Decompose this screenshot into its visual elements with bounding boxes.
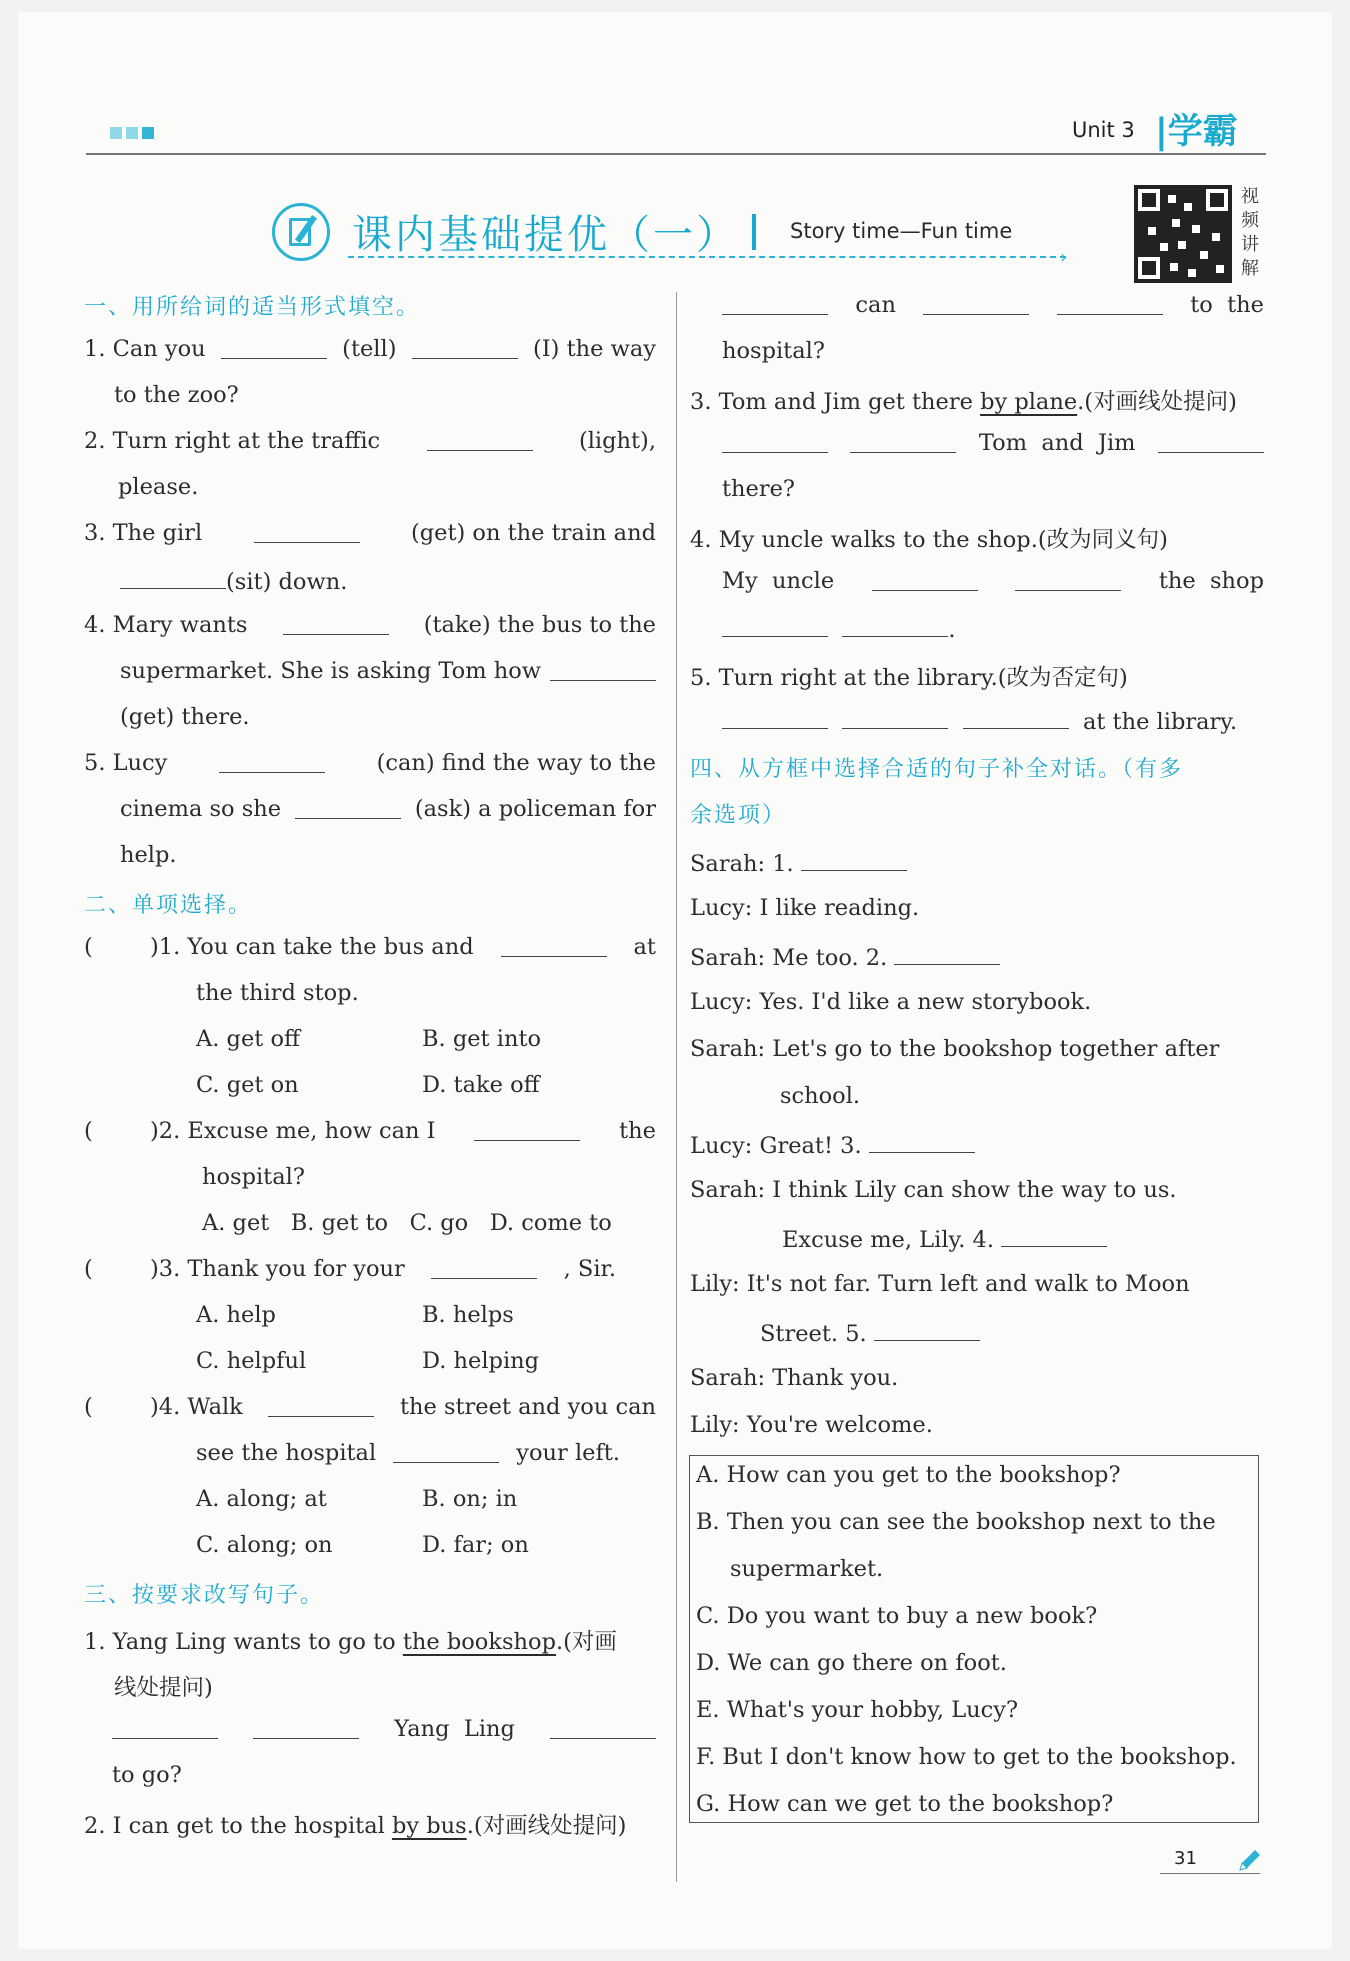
s2-q3-option-c: C. helpful [196,1348,307,1374]
s1-q5-line3: help. [120,842,177,868]
dialogue-line-cont: Excuse me, Lily. 4. [782,1224,1107,1253]
option-e: E. What's your hobby, Lucy? [696,1697,1019,1723]
s2-q2-line1: )2. Excuse me, how can I the [150,1118,656,1144]
header-rule [86,153,1266,155]
s1-q4-line1: 4. Mary wants (take) the bus to the [84,612,656,638]
option-f: F. But I don't know how to get to the bookshop. [696,1744,1237,1770]
s2-q1-line2: the third stop. [196,980,359,1006]
s2-q1-option-d: D. take off [422,1072,540,1098]
s2-q3-option-d: D. helping [422,1348,540,1374]
dialogue-line: Lily: It's not far. Turn left and walk to Moon [690,1271,1190,1297]
s2-q4-line1: )4. Walk the street and you can [150,1394,656,1420]
answer-blank[interactable] [550,658,656,681]
s3-q2-line2: can to the [722,292,1264,318]
dialogue-line-cont: school. [780,1083,861,1109]
s2-q1-option-b: B. get into [422,1026,542,1052]
s3-q5-line1: 5. Turn right at the library.(改为否定句) [690,665,1128,691]
option-d: D. We can go there on foot. [696,1650,1007,1676]
section-4-heading: 四、从方框中选择合适的句子补全对话。（有多 [690,757,1184,782]
s2-q4-paren[interactable]: ( [84,1394,93,1420]
dialogue-line: Sarah: Me too. 2. [690,942,1000,971]
arrow-icon: › [1060,247,1068,268]
s1-q3-line1: 3. The girl (get) on the train and [84,520,656,546]
brand-logo: |学霸 [1155,112,1238,152]
answer-blank[interactable] [283,612,389,635]
s3-q4-line1: 4. My uncle walks to the shop.(改为同义句) [690,527,1168,553]
s2-q1-option-a: A. get off [196,1026,300,1052]
answer-blank[interactable] [963,706,1069,729]
title-divider [752,214,756,250]
s2-q3-paren[interactable]: ( [84,1256,93,1282]
answer-blank[interactable] [431,1256,537,1279]
s2-q4-option-a: A. along; at [196,1486,327,1512]
s3-q1-line4: to go? [112,1762,182,1788]
section-2-heading: 二、单项选择。 [84,893,253,918]
dialogue-line-cont: Street. 5. [760,1318,980,1347]
option-b-cont: supermarket. [730,1556,884,1582]
page-number: 31 [1174,1848,1197,1869]
answer-blank[interactable] [722,614,828,637]
s2-q3-option-b: B. helps [422,1302,514,1328]
answer-blank[interactable] [801,848,907,871]
answer-blank[interactable] [221,336,327,359]
s3-q3-line1: 3. Tom and Jim get there by plane.(对画线处提问) [690,389,1237,415]
answer-blank[interactable] [295,796,401,819]
answer-blank[interactable] [1001,1224,1107,1247]
section-3-heading: 三、按要求改写句子。 [84,1583,325,1608]
answer-blank[interactable] [874,1318,980,1341]
unit-label: Unit 3 [1072,118,1135,142]
s2-q1-paren[interactable]: ( [84,934,93,960]
option-g: G. How can we get to the bookshop? [696,1791,1114,1817]
s2-q4-option-c: C. along; on [196,1532,333,1558]
answer-blank[interactable] [112,1716,218,1739]
dialogue-line: Lily: You're welcome. [690,1412,933,1438]
answer-blank[interactable] [268,1394,374,1417]
header-decoration [110,124,158,143]
s1-q2-line1: 2. Turn right at the traffic (light), [84,428,656,454]
dialogue-line: Lucy: Great! 3. [690,1130,975,1159]
s1-q2-line2: please. [118,474,199,500]
brand-text: 学霸 [1167,112,1238,152]
answer-blank[interactable] [722,706,828,729]
s3-q3-line2: Tom and Jim [722,430,1264,456]
s2-q1-option-c: C. get on [196,1072,299,1098]
s3-q2-line3: hospital? [722,338,825,364]
option-a: A. How can you get to the bookshop? [696,1462,1121,1488]
s1-q5-line2: cinema so she (ask) a policeman for [120,796,656,822]
s2-q2-options: A. get B. get to C. go D. come to [202,1210,612,1236]
option-c: C. Do you want to buy a new book? [696,1603,1098,1629]
answer-blank[interactable] [1057,292,1163,315]
answer-blank[interactable] [1015,568,1121,591]
option-b: B. Then you can see the bookshop next to the [696,1509,1216,1535]
answer-blank[interactable] [120,566,226,589]
answer-blank[interactable] [550,1716,656,1739]
answer-blank[interactable] [427,428,533,451]
answer-blank[interactable] [894,942,1000,965]
answer-blank[interactable] [219,750,325,773]
s2-q2-line2: hospital? [202,1164,305,1190]
page-title: 课内基础提优（一） [352,212,739,258]
s2-q1-line1: )1. You can take the bus and at [150,934,656,960]
s1-q5-line1: 5. Lucy (can) find the way to the [84,750,656,776]
s1-q3-line2: (sit) down. [120,566,347,595]
qr-caption: 视 频 讲 解 [1241,186,1259,279]
answer-blank[interactable] [872,568,978,591]
answer-blank[interactable] [474,1118,580,1141]
s2-q4-option-d: D. far; on [422,1532,529,1558]
s3-q1-line1: 1. Yang Ling wants to go to the bookshop.(对画 [84,1629,617,1655]
dialogue-line: Lucy: I like reading. [690,895,920,921]
dialogue-line: Sarah: I think Lily can show the way to us. [690,1177,1177,1203]
answer-blank[interactable] [254,520,360,543]
s2-q3-line1: )3. Thank you for your , Sir. [150,1256,616,1282]
s3-q5-line2: at the library. [722,706,1237,735]
title-dashed-line [348,256,1066,258]
answer-blank[interactable] [722,430,828,453]
worksheet-icon [272,203,330,261]
answer-blank[interactable] [842,706,948,729]
answer-blank[interactable] [850,430,956,453]
s3-q3-line3: there? [722,476,795,502]
answer-blank[interactable] [923,292,1029,315]
section-1-heading: 一、用所给词的适当形式填空。 [84,295,421,320]
qr-code[interactable] [1134,185,1232,283]
s2-q3-option-a: A. help [196,1302,276,1328]
s3-q2-line1: 2. I can get to the hospital by bus.(对画线处提问) [84,1813,627,1839]
answer-blank[interactable] [393,1440,499,1463]
pencil-icon [1234,1846,1264,1876]
s2-q2-paren[interactable]: ( [84,1118,93,1144]
page-subtitle: Story time—Fun time [790,219,1013,243]
s2-q4-line2: see the hospital your left. [196,1440,620,1466]
column-divider [676,292,677,1882]
s1-q4-line2: supermarket. She is asking Tom how [120,658,656,684]
answer-blank[interactable] [842,614,948,637]
answer-blank[interactable] [412,336,518,359]
answer-blank[interactable] [253,1716,359,1739]
s1-q4-line3: (get) there. [120,704,250,730]
s3-q4-line3: . [722,614,955,643]
answer-blank[interactable] [869,1130,975,1153]
s3-q1-line2: 线处提问) [114,1675,213,1701]
s3-q4-line2: My uncle the shop [722,568,1264,594]
dialogue-line: Sarah: 1. [690,848,907,877]
dialogue-line: Sarah: Let's go to the bookshop together after [690,1036,1220,1062]
s1-q1-line1: 1. Can you (tell) (I) the way [84,336,656,362]
s1-q1-line2: to the zoo? [114,382,239,408]
dialogue-line: Lucy: Yes. I'd like a new storybook. [690,989,1092,1015]
answer-blank[interactable] [1158,430,1264,453]
s2-q4-option-b: B. on; in [422,1486,518,1512]
answer-blank[interactable] [501,934,607,957]
section-4-heading-cont: 余选项） [690,803,787,828]
dialogue-line: Sarah: Thank you. [690,1365,899,1391]
s3-q1-line3: Yang Ling [112,1716,656,1742]
answer-blank[interactable] [722,292,828,315]
